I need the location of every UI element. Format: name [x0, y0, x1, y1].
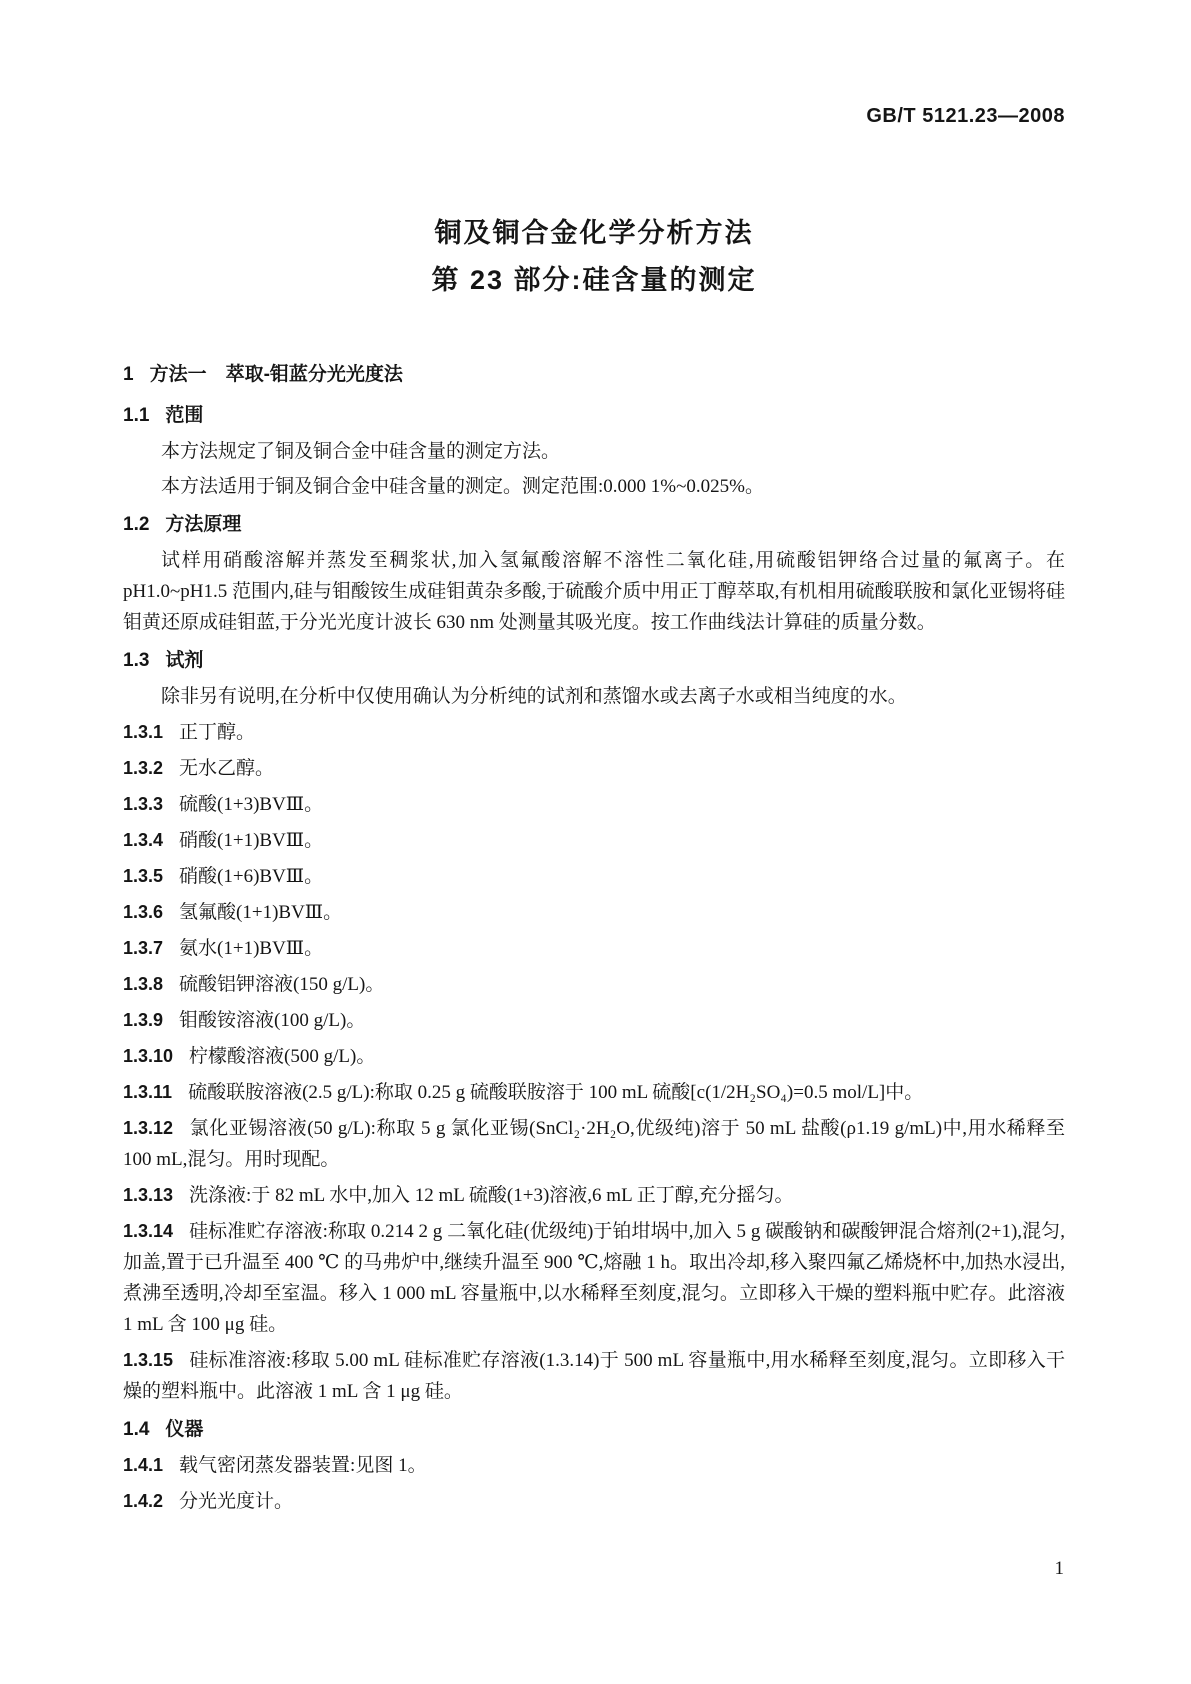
clause-number: 1.3.11 [123, 1082, 173, 1102]
heading-1-2 [123, 511, 1065, 538]
clause-number: 1.3.3 [123, 794, 164, 814]
clause-number: 1.4.2 [123, 1491, 164, 1511]
clause-item [123, 1216, 1065, 1340]
doc-title-line2: 第 23 部分:硅含量的测定 [431, 265, 757, 295]
clause-item [123, 897, 1065, 928]
page-number: 1 [1054, 1558, 1064, 1579]
heading-1-4 [123, 1416, 1065, 1443]
paragraph-scope-1: 本方法规定了铜及铜合金中硅含量的测定方法。 [161, 441, 561, 462]
clause-number: 1.3.6 [123, 902, 164, 922]
clause-text: 钼酸铵溶液(100 g/L)。 [179, 1010, 366, 1031]
heading-1-4-number: 1.4 [123, 1419, 150, 1440]
clause-number: 1.3.15 [123, 1350, 174, 1370]
paragraph-reagents-intro: 除非另有说明,在分析中仅使用确认为分析纯的试剂和蒸馏水或去离子水或相当纯度的水。 [161, 686, 907, 707]
clause-number: 1.3.13 [123, 1185, 174, 1205]
section-1-heading [123, 361, 1065, 388]
clause-text: 正丁醇。 [179, 722, 256, 743]
clause-item [123, 969, 1065, 1000]
clause-number: 1.3.9 [123, 1010, 164, 1030]
clause-text: 硫酸(1+3)BVⅢ。 [179, 794, 324, 815]
clause-text: 硫酸联胺溶液(2.5 g/L):称取 0.25 g 硫酸联胺溶于 100 mL 硫酸[c(1/2H₂SO₄)=0.5 mol/L]中。 [188, 1082, 924, 1103]
clause-item [123, 1345, 1065, 1407]
paragraph-scope-2: 本方法适用于铜及铜合金中硅含量的测定。测定范围:0.000 1%~0.025%。 [161, 476, 764, 497]
heading-1-3 [123, 647, 1065, 674]
clause-text: 无水乙醇。 [179, 758, 275, 779]
doc-number: GB/T 5121.23—2008 [866, 105, 1065, 127]
clause-number: 1.3.8 [123, 974, 164, 994]
clause-text: 硅标准贮存溶液:称取 0.214 2 g 二氧化硅(优级纯)于铂坩埚中,加入 5 g 碳酸钠和碳酸钾混合熔剂(2+1),混匀,加盖,置于已升温至 400 ℃ 的马弗炉中,继续升温至 900 ℃,熔融 1 h。取出冷却,移入聚四氟乙烯烧杯中,加热水浸出,煮沸至透明,冷却至室温。移入 1 000 mL 容量瓶中,以水稀释至刻度,混匀。立即移入干燥的塑料瓶中贮存。此溶液 1 mL 含 100 μg 硅。 [123, 1221, 1065, 1335]
paragraph-principle: 试样用硝酸溶解并蒸发至稠浆状,加入氢氟酸溶解不溶性二氧化硅,用硫酸铝钾络合过量的氟离子。在 pH1.0~pH1.5 范围内,硅与钼酸铵生成硅钼黄杂多酸,于硫酸介质中用正丁醇萃取,有机相用硫酸联胺和氯化亚锡将硅钼黄还原成硅钼蓝,于分光光度计波长 630 nm 处测量其吸光度。按工作曲线法计算硅的质量分数。 [123, 550, 1065, 633]
clause-item [123, 933, 1065, 964]
heading-1-2-title: 方法原理 [165, 514, 242, 535]
clause-item [123, 825, 1065, 856]
clause-item [123, 1077, 1065, 1108]
doc-title-line1: 铜及铜合金化学分析方法 [434, 218, 754, 248]
clause-item [123, 1041, 1065, 1072]
clause-number: 1.3.1 [123, 722, 164, 742]
clause-item [123, 1005, 1065, 1036]
clause-item [123, 1486, 1065, 1517]
clause-text: 洗涤液:于 82 mL 水中,加入 12 mL 硫酸(1+3)溶液,6 mL 正丁醇,充分摇匀。 [189, 1185, 794, 1206]
clause-item [123, 789, 1065, 820]
clause-item [123, 1113, 1065, 1175]
clause-item [123, 753, 1065, 784]
clause-item [123, 717, 1065, 748]
clause-text: 硝酸(1+1)BVⅢ。 [179, 830, 324, 851]
heading-1-1-title: 范围 [165, 405, 204, 426]
clause-text: 柠檬酸溶液(500 g/L)。 [189, 1046, 376, 1067]
section-1-number: 1 [123, 364, 134, 385]
clause-number: 1.4.1 [123, 1455, 164, 1475]
clause-number: 1.3.2 [123, 758, 164, 778]
clause-text: 硅标准溶液:移取 5.00 mL 硅标准贮存溶液(1.3.14)于 500 mL 容量瓶中,用水稀释至刻度,混匀。立即移入干燥的塑料瓶中。此溶液 1 mL 含 1 μg 硅。 [123, 1350, 1065, 1402]
heading-1-1 [123, 402, 1065, 429]
clause-text: 硫酸铝钾溶液(150 g/L)。 [179, 974, 385, 995]
clause-number: 1.3.14 [123, 1221, 174, 1241]
clause-number: 1.3.5 [123, 866, 164, 886]
clause-item [123, 1450, 1065, 1481]
clause-text: 氢氟酸(1+1)BVⅢ。 [179, 902, 343, 923]
clause-text: 氨水(1+1)BVⅢ。 [179, 938, 324, 959]
clause-number: 1.3.4 [123, 830, 164, 850]
clause-item [123, 861, 1065, 892]
clause-text: 分光光度计。 [179, 1491, 294, 1512]
clause-text: 载气密闭蒸发器装置:见图 1。 [179, 1455, 427, 1476]
clause-text: 硝酸(1+6)BVⅢ。 [179, 866, 324, 887]
heading-1-2-number: 1.2 [123, 514, 150, 535]
section-1-title: 方法一 萃取-钼蓝分光光度法 [149, 364, 403, 385]
heading-1-4-title: 仪器 [165, 1419, 204, 1440]
clause-number: 1.3.12 [123, 1118, 174, 1138]
clause-number: 1.3.7 [123, 938, 164, 958]
heading-1-1-number: 1.1 [123, 405, 150, 426]
clause-number: 1.3.10 [123, 1046, 174, 1066]
clause-item [123, 1180, 1065, 1211]
heading-1-3-number: 1.3 [123, 650, 150, 671]
clause-text: 氯化亚锡溶液(50 g/L):称取 5 g 氯化亚锡(SnCl₂·2H₂O,优级纯)溶于 50 mL 盐酸(ρ1.19 g/mL)中,用水稀释至 100 mL,混匀。用时现配。 [123, 1118, 1065, 1170]
heading-1-3-title: 试剂 [165, 650, 204, 671]
